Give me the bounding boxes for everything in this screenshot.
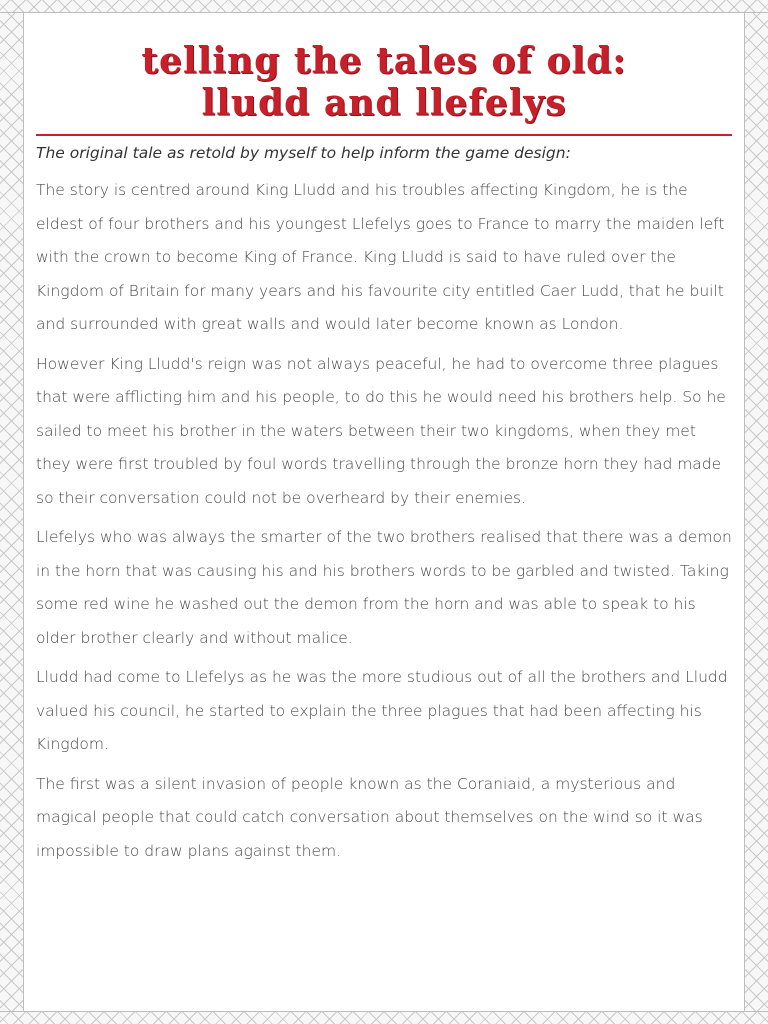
paragraph-3: Llefelys who was always the smarter of the two brothers realised that there was a demon in the horn that was causing his and his brothers words to be garbled and twisted. Taking some red wine he washed out the demon from the horn and was able to speak to his older brother clearly and without malice.	[36, 528, 732, 647]
document-content	[36, 40, 732, 874]
page-title	[36, 40, 732, 124]
bottom-celtic-border	[0, 1011, 768, 1024]
paragraph-2: However King Lludd's reign was not always peaceful, he had to overcome three plagues that were afflicting him and his people, to do this he would need his brothers help. So he sailed to meet his brother in the waters between their two kingdoms, when they met they were first troubled by foul words travelling through the bronze horn they had made so their conversation could not be overheard by their enemies.	[36, 354, 726, 507]
paragraph-4: Lludd had come to Llefelys as he was the more studious out of all the brothers and Lludd valued his council, he started to explain the three plagues that had been affecting his Kingdom.	[36, 668, 728, 753]
paragraph-1: The story is centred around King Lludd and his troubles affecting Kingdom, he is the eldest of four brothers and his youngest Llefelys goes to France to marry the maiden left with the crown to become King of France. King Lludd is said to have ruled over the Kingdom of Britain for many years and his favourite city entitled Caer Ludd, that he built and surrounded with great walls and would later become known as London.	[36, 181, 725, 333]
title-divider	[36, 134, 732, 136]
title-line-2: lludd and llefelys	[201, 82, 567, 124]
paragraph-5: The first was a silent invasion of people known as the Coraniaid, a mysterious and magical people that could catch conversation about themselves on the wind so it was impossible to draw plans against them.	[36, 774, 703, 860]
top-celtic-border	[0, 0, 768, 13]
subtitle: The original tale as retold by myself to help inform the game design:	[36, 144, 571, 162]
right-celtic-border	[744, 0, 768, 1024]
title-line-1: telling the tales of old:	[141, 40, 627, 82]
left-celtic-border	[0, 0, 24, 1024]
